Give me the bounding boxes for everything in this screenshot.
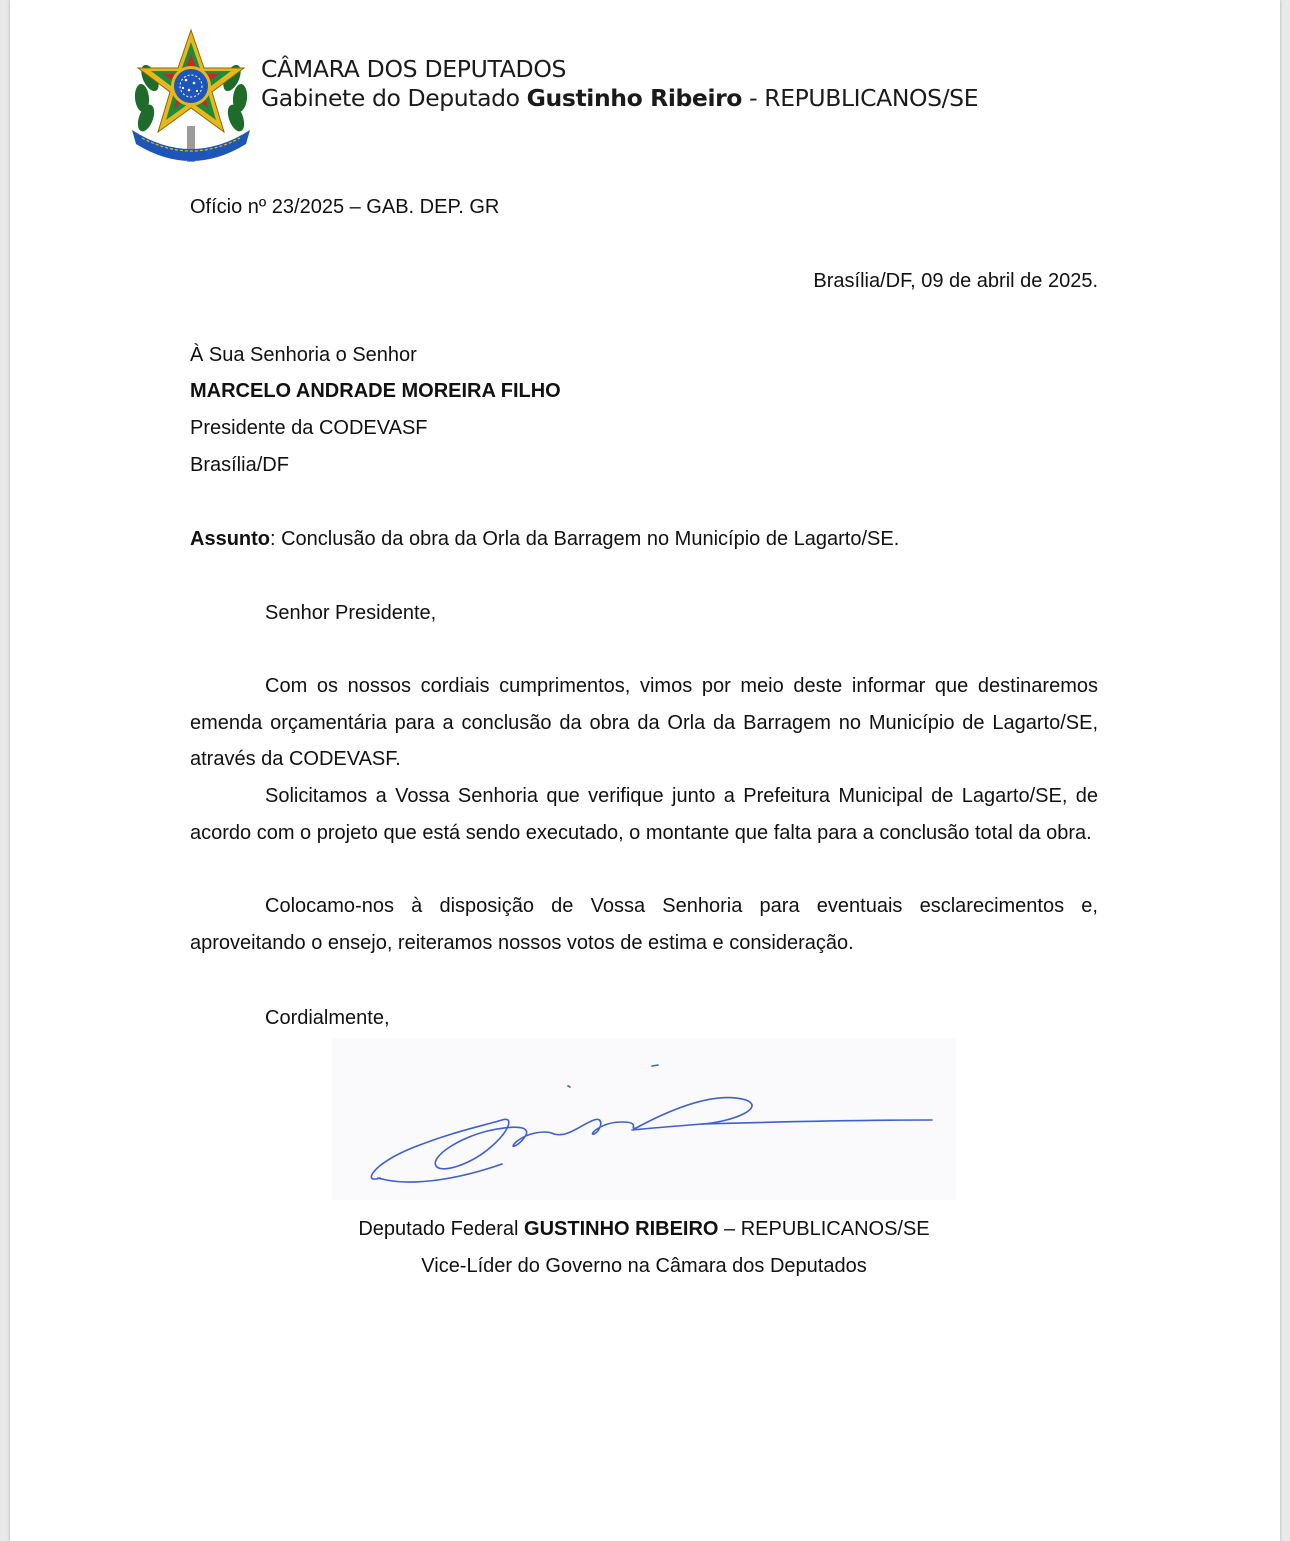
signatory-role: Vice-Líder do Governo na Câmara dos Deputados (421, 1255, 867, 1277)
subject-text: : Conclusão da obra da Orla da Barragem no Município de Lagarto/SE. (270, 528, 900, 550)
signatory-prefix: Deputado Federal (358, 1218, 525, 1240)
closing: Cordialmente, (265, 1007, 390, 1029)
recipient-salutation: À Sua Senhoria o Senhor (190, 344, 417, 366)
document-reference: Ofício nº 23/2025 – GAB. DEP. GR (190, 196, 500, 218)
subject-line (190, 527, 899, 551)
recipient-name: MARCELO ANDRADE MOREIRA FILHO (190, 380, 561, 402)
letterhead (261, 54, 978, 112)
recipient-location: Brasília/DF (190, 454, 289, 476)
office-deputy-name: Gustinho Ribeiro (526, 84, 743, 112)
office-line (261, 84, 978, 112)
signatory-line (190, 1217, 1098, 1241)
coat-of-arms-seal (128, 28, 254, 166)
office-suffix: - REPUBLICANOS/SE (742, 84, 979, 112)
office-prefix: Gabinete do Deputado (261, 84, 527, 112)
handwritten-signature (332, 1038, 956, 1200)
greeting: Senhor Presidente, (265, 602, 437, 624)
signatory-name: GUSTINHO RIBEIRO (524, 1218, 719, 1240)
signatory-suffix: – REPUBLICANOS/SE (718, 1218, 930, 1240)
body-paragraph-1: Com os nossos cordiais cumprimentos, vimos por meio deste informar que destinaremos emenda orçamentária para a conclusão da obra da Orla da Barragem no Município de Lagarto/SE, através da CODEVASF. (190, 675, 1098, 770)
body-paragraph-2: Solicitamos a Vossa Senhoria que verifique junto a Prefeitura Municipal de Lagarto/SE, de acordo com o projeto que está sendo executado, o montante que falta para a conclusão total da obra. (190, 785, 1098, 844)
body-paragraph-3: Colocamo-nos à disposição de Vossa Senhoria para eventuais esclarecimentos e, aproveitando o ensejo, reiteramos nossos votos de estima e consideração. (190, 895, 1098, 954)
recipient-title: Presidente da CODEVASF (190, 417, 428, 439)
document-page (10, 0, 1280, 1541)
place-date: Brasília/DF, 09 de abril de 2025. (813, 270, 1098, 292)
subject-label: Assunto (190, 528, 270, 550)
institution-name: CÂMARA DOS DEPUTADOS (261, 55, 567, 83)
